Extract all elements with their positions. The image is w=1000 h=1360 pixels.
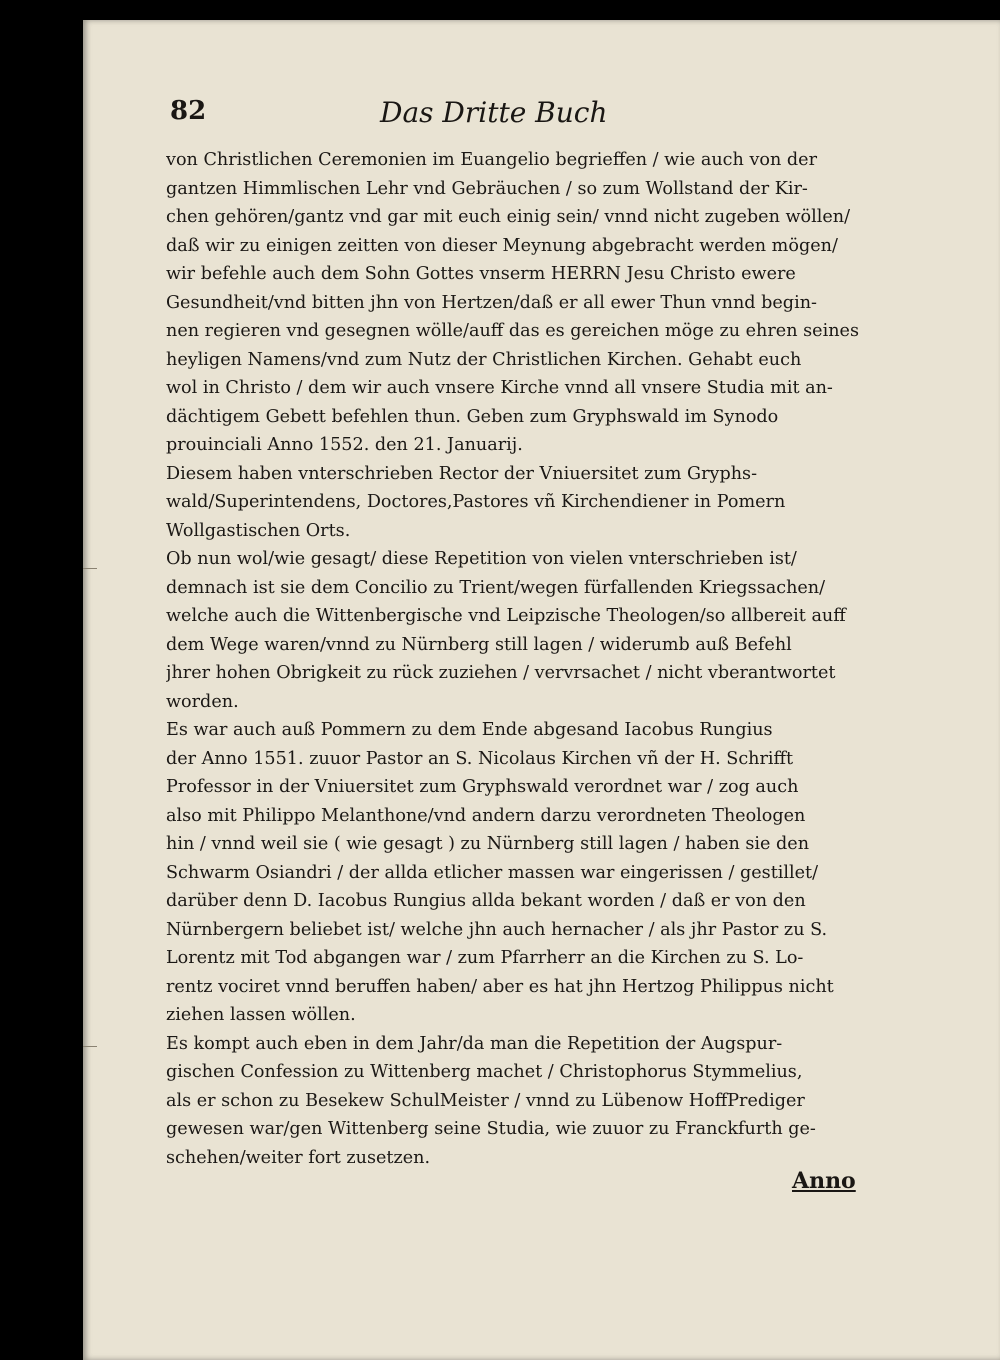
text-line: Lorentz mit Tod abgangen war / zum Pfarrherr an die Kirchen zu S. Lo- [166,948,804,968]
text-line: also mit Philippo Melanthone/vnd andern darzu verordneten Theologen [166,805,806,826]
text-line: welche auch die Wittenbergische vnd Leipzische Theologen/so allbereit auff [166,606,846,626]
text-line: dem Wege waren/vnnd zu Nürnberg still lagen / widerumb auß Befehl [166,634,792,655]
text-line: wald/Superintendens, Doctores,Pastores vñ Kirchendiener in Pomern [166,492,786,512]
text-line: worden. [166,691,239,712]
page-header [0,92,1000,132]
text-line: gewesen war/gen Wittenberg seine Studia, wie zuuor zu Franckfurth ge- [166,1119,816,1139]
text-line: ziehen lassen wöllen. [166,1005,356,1025]
text-line: Gesundheit/vnd bitten jhn von Hertzen/daß er all ewer Thun vnnd begin- [166,292,817,313]
text-line: dächtigem Gebett befehlen thun. Geben zum Gryphswald im Synodo [166,406,779,427]
text-line: Nürnbergern beliebet ist/ welche jhn auch hernacher / als jhr Pastor zu S. [166,919,828,940]
running-title: Das Dritte Buch [380,96,608,129]
text-line: von Christlichen Ceremonien im Euangelio begrieffen / wie auch von der [166,150,818,170]
page-number: 82 [170,96,207,126]
text-line: hin / vnnd weil sie ( wie gesagt ) zu Nürnberg still lagen / haben sie den [166,834,810,854]
text-line: als er schon zu Besekew SchulMeister / vnnd zu Lübenow HoffPrediger [166,1090,805,1111]
text-line: gischen Confession zu Wittenberg machet / Christophorus Stymmelius, [166,1062,803,1082]
body-text [166,146,878,1172]
text-line: wol in Christo / dem wir auch vnsere Kirche vnnd all vnsere Studia mit an- [166,378,833,398]
margin-mark [83,1046,97,1047]
text-line: Ob nun wol/wie gesagt/ diese Repetition von vielen vnterschrieben ist/ [166,549,797,569]
text-line: nen regieren vnd gesegnen wölle/auff das es gereichen möge zu ehren seines [166,321,859,341]
text-line: heyligen Namens/vnd zum Nutz der Christlichen Kirchen. Gehabt euch [166,349,802,370]
text-line: jhrer hohen Obrigkeit zu rück zuziehen / vervrsachet / nicht vberantwortet [166,663,836,683]
text-line: gantzen Himmlischen Lehr vnd Gebräuchen / so zum Wollstand der Kir- [166,178,808,199]
text-line: Es war auch auß Pommern zu dem Ende abgesand Iacobus Rungius [166,720,773,740]
margin-mark [83,568,97,569]
text-line: darüber denn D. Iacobus Rungius allda bekant worden / daß er von den [166,891,806,911]
text-line: Professor in der Vniuersitet zum Gryphswald verordnet war / zog auch [166,777,799,797]
text-line: demnach ist sie dem Concilio zu Trient/wegen fürfallenden Kriegssachen/ [166,577,826,598]
text-line: prouinciali Anno 1552. den 21. Januarij. [166,435,523,455]
text-line: chen gehören/gantz vnd gar mit euch einig sein/ vnnd nicht zugeben wöllen/ [166,207,851,227]
text-line: Wollgastischen Orts. [166,520,351,541]
text-line: schehen/weiter fort zusetzen. [166,1147,431,1168]
catchword: Anno [792,1168,856,1194]
text-line: der Anno 1551. zuuor Pastor an S. Nicolaus Kirchen vñ der H. Schrifft [166,748,794,769]
text-line: Es kompt auch eben in dem Jahr/da man die Repetition der Augspur- [166,1033,783,1054]
text-line: rentz vociret vnnd beruffen haben/ aber es hat jhn Hertzog Philippus nicht [166,976,834,997]
text-line: daß wir zu einigen zeitten von dieser Meynung abgebracht werden mögen/ [166,235,838,256]
text-line: Schwarm Osiandri / der allda etlicher massen war eingerissen / gestillet/ [166,862,819,883]
text-line: Diesem haben vnterschrieben Rector der Vniuersitet zum Gryphs- [166,463,758,484]
text-line: wir befehle auch dem Sohn Gottes vnserm HERRN Jesu Christo ewere [166,264,796,284]
